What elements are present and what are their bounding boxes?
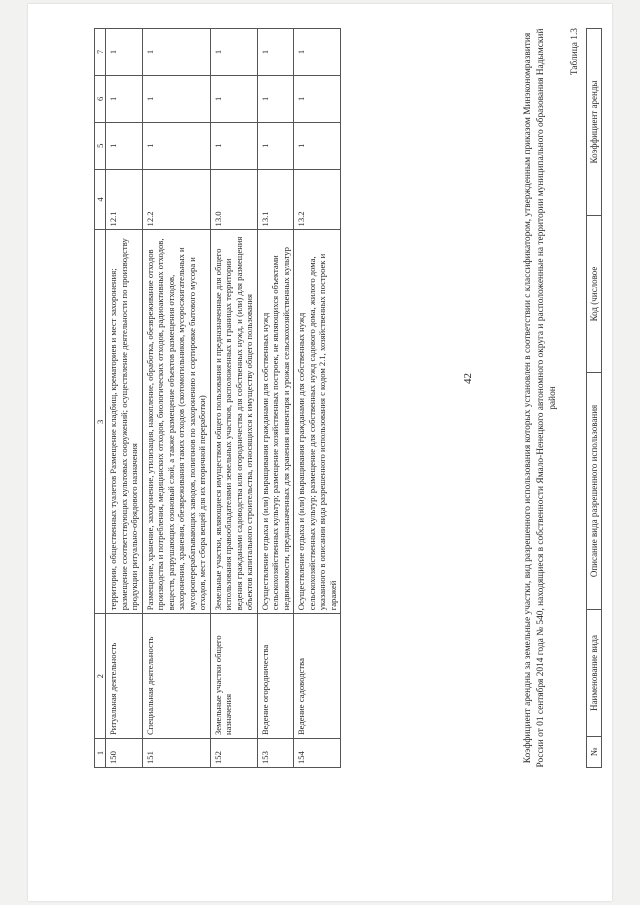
row-number: 151 bbox=[142, 739, 210, 768]
row-coef: 1 bbox=[257, 29, 293, 76]
row-coef: 1 bbox=[142, 29, 210, 76]
row-coef: 1 bbox=[142, 75, 210, 122]
table-row bbox=[106, 29, 142, 768]
row-coef: 1 bbox=[210, 122, 257, 169]
document-page bbox=[28, 4, 612, 901]
row-coef: 1 bbox=[106, 122, 142, 169]
row-coef: 1 bbox=[294, 29, 341, 76]
row-code: 12.1 bbox=[106, 169, 142, 230]
table-row bbox=[210, 29, 257, 768]
rotated-content bbox=[94, 28, 634, 768]
row-coef: 1 bbox=[210, 75, 257, 122]
land-use-table bbox=[94, 28, 341, 768]
table-row bbox=[257, 29, 293, 768]
row-name: Ведение садоводства bbox=[294, 614, 341, 739]
row-name: Земельные участки общего назначения bbox=[210, 614, 257, 739]
row-number: 154 bbox=[294, 739, 341, 768]
row-description: Земельные участки, являющиеся имуществом общего пользования и предназначенные для общего использования правообладателями земельных участков, расположенных в границах территории ведения гражданами садоводства или огородничества для собственных нужд, и (или) для размещения объектов капитального строительства, относящихся к имуществу общего пользования bbox=[210, 230, 257, 614]
header-cell: 4 bbox=[95, 169, 106, 230]
row-description: территории, общественных туалетов Размещение кладбищ, крематориев и мест захоронения; размещение соответствующих культовых сооружений; осуществление деятельности по производству продукции ритуально-обрядового назначения bbox=[106, 230, 142, 614]
row-coef: 1 bbox=[294, 122, 341, 169]
row-name: Ритуальная деятельность bbox=[106, 614, 142, 739]
row-coef: 1 bbox=[106, 75, 142, 122]
row-code: 13.2 bbox=[294, 169, 341, 230]
header-cell: 5 bbox=[95, 122, 106, 169]
header-cell: Наименование вида bbox=[587, 610, 602, 737]
row-coef: 1 bbox=[257, 122, 293, 169]
table-row bbox=[142, 29, 210, 768]
next-table-header bbox=[586, 28, 602, 768]
header-cell: № bbox=[587, 737, 602, 768]
row-number: 153 bbox=[257, 739, 293, 768]
row-description: Осуществление отдыха и (или) выращивания гражданами для собственных нужд сельскохозяйственных культур; размещение хозяйственных построек, не являющихся объектами недвижимости, предназначенных для хранения инвентаря и урожая сельскохозяйственных культур bbox=[257, 230, 293, 614]
header-cell: 6 bbox=[95, 75, 106, 122]
row-coef: 1 bbox=[142, 122, 210, 169]
next-table-header-row bbox=[587, 29, 602, 768]
row-number: 150 bbox=[106, 739, 142, 768]
row-description: Размещение, хранение, захоронение, утилизация, накопление, обработка, обезвреживание отходов производства и потребления, медицинских отходов, биологических отходов, радиоактивных отходов, веществ, разрушающих озоновый слой, а также размещение объектов размещения отходов, захоронения, хранения, обезвреживания таких отходов (скотомогильников, мусоросжигательных и мусороперерабатывающих заводов, полигонов по захоронению и сортировке бытового мусора и отходов, мест сбора вещей для их вторичной переработки) bbox=[142, 230, 210, 614]
row-coef: 1 bbox=[257, 75, 293, 122]
header-cell: Описание вида разрешенного использования bbox=[587, 373, 602, 610]
header-cell: 2 bbox=[95, 614, 106, 739]
row-code: 13.1 bbox=[257, 169, 293, 230]
table-row bbox=[294, 29, 341, 768]
header-cell: Код (числовое bbox=[587, 216, 602, 373]
row-code: 12.2 bbox=[142, 169, 210, 230]
table-number: Таблица 1.3 bbox=[570, 28, 580, 76]
table-header-row bbox=[95, 29, 106, 768]
row-coef: 1 bbox=[210, 29, 257, 76]
header-cell: 7 bbox=[95, 29, 106, 76]
intro-paragraph: Коэффициент арендны за земельные участки, вид разрешенного использования которых установлен в соответствии с классификатором, утвержденным приказом Минэкономразвития России от 01 сентября 2014 года № 540, находящиеся в собственности Ямало-Ненецкого автономного округа и расположенные на территории муниципального образования Надымский район bbox=[523, 28, 559, 768]
header-cell: Коэффициент аренды bbox=[587, 29, 602, 216]
row-description: Осуществление отдыха и (или) выращивания гражданами для собственных нужд сельскохозяйственных культур; размещение для собственных нужд садового дома, жилого дома, указанного в описании вида разрешенного использования с кодом 2.1, хозяйственных построек и гаражей bbox=[294, 230, 341, 614]
row-coef: 1 bbox=[294, 75, 341, 122]
row-code: 13.0 bbox=[210, 169, 257, 230]
row-name: Ведение огородничества bbox=[257, 614, 293, 739]
row-number: 152 bbox=[210, 739, 257, 768]
header-cell: 3 bbox=[95, 230, 106, 614]
row-name: Специальная деятельность bbox=[142, 614, 210, 739]
page-number: 42 bbox=[462, 373, 474, 384]
row-coef: 1 bbox=[106, 29, 142, 76]
header-cell: 1 bbox=[95, 739, 106, 768]
